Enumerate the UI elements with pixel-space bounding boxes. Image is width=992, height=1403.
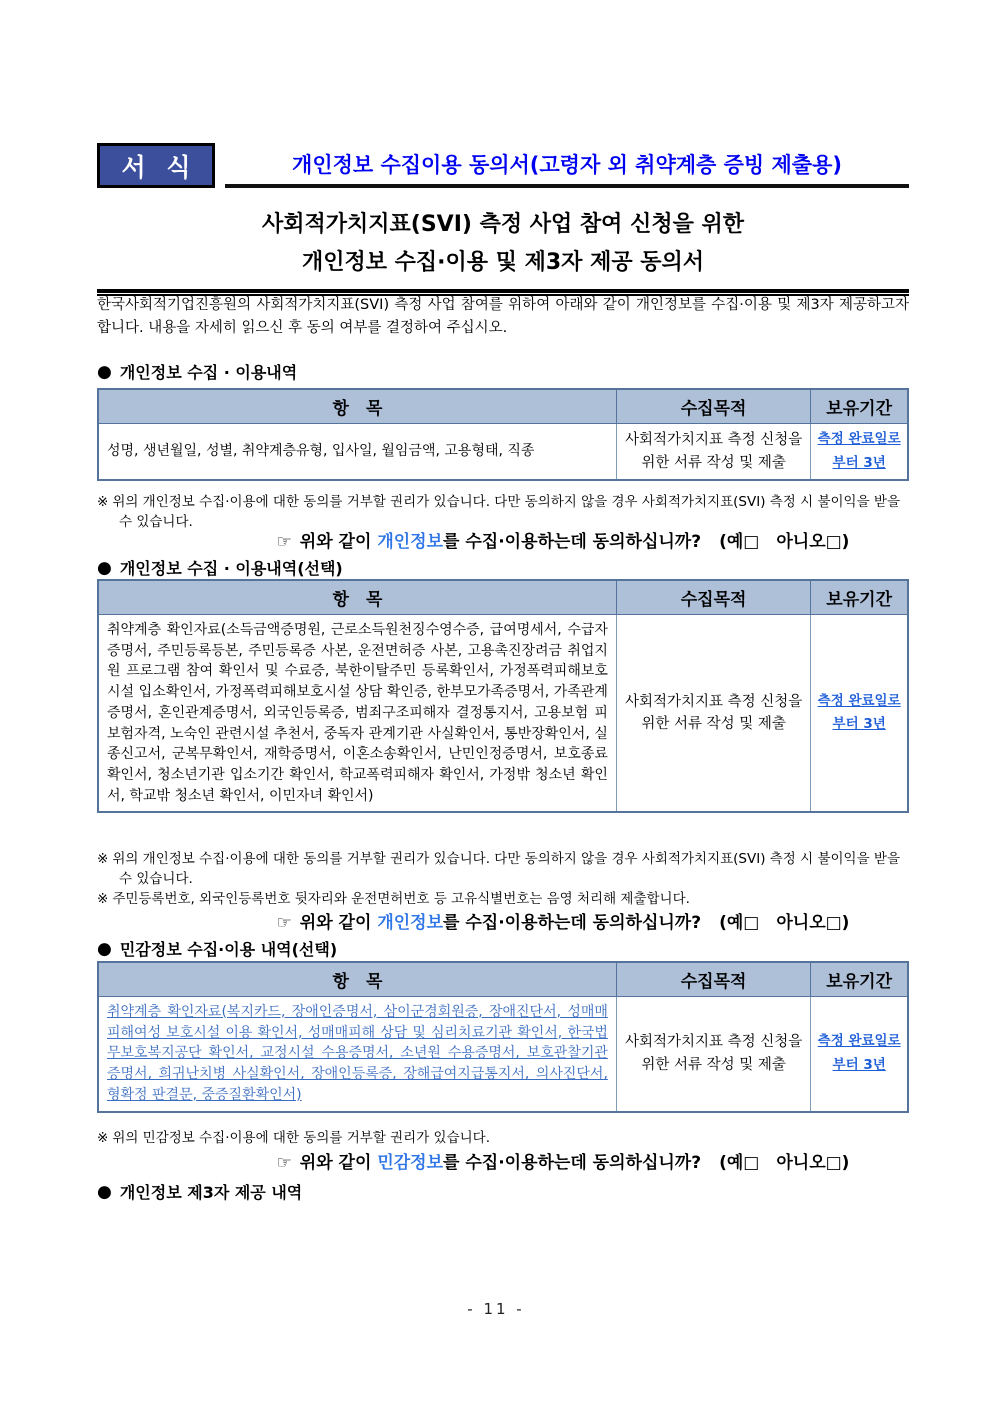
bullet-icon: ● — [97, 361, 112, 382]
col-header-purpose: 수집목적 — [616, 389, 810, 424]
form-title: 개인정보 수집이용 동의서(고령자 외 취약계층 증빙 제출용) — [225, 143, 909, 188]
item-cell: 성명, 생년월일, 성별, 취약계층유형, 입사일, 월임금액, 고용형태, 직종 — [98, 424, 616, 481]
page-number: - 11 - — [467, 1300, 525, 1318]
section3-note-text: 위의 민감정보 수집·이용에 대한 동의를 거부할 권리가 있습니다. — [112, 1130, 490, 1146]
sensitive-info-table — [97, 961, 909, 1113]
bullet-icon: ● — [97, 557, 112, 578]
col-header-retention: 보유기간 — [811, 389, 908, 424]
intro-paragraph: 한국사회적기업진흥원의 사회적가치지표(SVI) 측정 사업 참여를 위하여 아래와 같이 개인정보를 수집·이용 및 제3자 제공하고자 합니다. 내용을 자세히 읽으신 후 동의 여부를 결정하여 주십시오. — [97, 297, 909, 336]
section2-note2 — [97, 889, 909, 909]
section4-heading-label: 개인정보 제3자 제공 내역 — [119, 1183, 303, 1202]
col-header-item: 항 목 — [98, 962, 616, 997]
pointer-icon: ☞ — [276, 1153, 292, 1173]
optional-personal-info-table — [97, 579, 909, 813]
col-header-purpose: 수집목적 — [616, 962, 810, 997]
section2-consent-line — [97, 908, 909, 933]
retention-cell: 측정 완료일로부터 3년 — [811, 615, 908, 813]
col-header-retention: 보유기간 — [811, 962, 908, 997]
section2-note1 — [97, 849, 909, 890]
purpose-cell: 사회적가치지표 측정 신청을 위한 서류 작성 및 제출 — [616, 997, 810, 1112]
consent-checkboxes[interactable]: (예□ 아니오□) — [719, 913, 850, 933]
section1-heading-label: 개인정보 수집 · 이용내역 — [119, 363, 298, 382]
section3-consent-line — [97, 1148, 909, 1173]
section2-note1-text: 위의 개인정보 수집·이용에 대한 동의를 거부할 권리가 있습니다. 다만 동의하지 않을 경우 사회적가치지표(SVI) 측정 시 불이익을 받을 수 있습니다. — [112, 851, 901, 888]
section2-note2-text: 주민등록번호, 외국인등록번호 뒷자리와 운전면허번호 등 고유식별번호는 음영 처리해 제출합니다. — [112, 891, 690, 907]
col-header-item: 항 목 — [98, 389, 616, 424]
section3-note — [97, 1128, 909, 1148]
consent-checkboxes[interactable]: (예□ 아니오□) — [719, 532, 850, 552]
consent-lead: 위와 같이 — [299, 1153, 372, 1173]
consent-highlight: 민감정보 — [377, 1153, 444, 1173]
col-header-item: 항 목 — [98, 580, 616, 615]
bullet-icon: ● — [97, 938, 112, 959]
section1-consent-line — [97, 527, 909, 552]
item-cell: 취약계층 확인자료(소득금액증명원, 근로소득원천징수영수증, 급여명세서, 수급자증명서, 주민등록등본, 주민등록증 사본, 운전면허증 사본, 고용촉진장려금 취업지원 프로그램 참여 확인서 및 수료증, 북한이탈주민 등록확인서, 가정폭력피해보호시설 입소확인서, 가정폭력피해보호시설 상담 확인증, 한부모가족증명서, 가족관계증명서, 혼인관계증명서, 외국인등록증, 범죄구조피해자 결정통지서, 고용보험 피보험자격, 노숙인 관련시설 추천서, 중독자 관계기관 사실확인서, 통반장확인서, 실종신고서, 군복무확인서, 재학증명서, 이혼소송확인서, 난민인정증명서, 보호종료확인서, 청소년기관 입소기간 확인서, 학교폭력피해자 확인서, 가정밖 청소년 확인서, 학교밖 청소년 확인서, 이민자녀 확인서) — [98, 615, 616, 813]
document-title-line1: 사회적가치지표(SVI) 측정 사업 참여 신청을 위한 — [262, 212, 744, 237]
document-title-block — [97, 206, 909, 296]
section1-heading — [97, 360, 909, 383]
col-header-purpose: 수집목적 — [616, 580, 810, 615]
consent-highlight: 개인정보 — [377, 913, 444, 933]
form-label: 서 식 — [121, 152, 197, 182]
document-title-line2: 개인정보 수집·이용 및 제3자 제공 동의서 — [302, 249, 704, 275]
table-row — [98, 615, 908, 813]
section1-note-text: 위의 개인정보 수집·이용에 대한 동의를 거부할 권리가 있습니다. 다만 동의하지 않을 경우 사회적가치지표(SVI) 측정 시 불이익을 받을 수 있습니다. — [112, 494, 901, 531]
section4-heading — [97, 1180, 909, 1203]
col-header-retention: 보유기간 — [811, 580, 908, 615]
consent-highlight: 개인정보 — [377, 532, 444, 552]
section2-heading — [97, 556, 909, 579]
item-cell: 취약계층 확인자료(복지카드, 장애인증명서, 삼이군경회원증, 장애진단서, 성매매피해여성 보호시설 이용 확인서, 성매매피해 상담 및 심리치료기관 확인서, 한국법무보호복지공단 확인서, 교정시설 수용증명서, 소년원 수용증명서, 보호관찰기관 증명서, 희귀난치병 사실확인서, 장애인등록증, 장해급여지급통지서, 의사진단서, 형확정 판결문, 중증질환확인서) — [98, 997, 616, 1112]
form-label-box — [97, 143, 215, 188]
section3-heading-label: 민감정보 수집·이용 내역(선택) — [119, 940, 338, 959]
table-row — [98, 424, 908, 481]
section3-heading — [97, 937, 909, 960]
retention-cell: 측정 완료일로부터 3년 — [811, 424, 908, 481]
consent-question: 를 수집·이용하는데 동의하십니까? — [443, 532, 702, 552]
purpose-cell: 사회적가치지표 측정 신청을 위한 서류 작성 및 제출 — [616, 615, 810, 813]
bullet-icon: ● — [97, 1181, 112, 1202]
table-row — [98, 997, 908, 1112]
consent-question: 를 수집·이용하는데 동의하십니까? — [443, 913, 702, 933]
personal-info-table — [97, 388, 909, 481]
purpose-cell: 사회적가치지표 측정 신청을 위한 서류 작성 및 제출 — [616, 424, 810, 481]
consent-lead: 위와 같이 — [299, 913, 372, 933]
consent-checkboxes[interactable]: (예□ 아니오□) — [719, 1153, 850, 1173]
section3-table-wrap — [97, 961, 909, 1113]
section2-heading-label: 개인정보 수집 · 이용내역(선택) — [119, 559, 343, 578]
pointer-icon: ☞ — [276, 913, 292, 933]
consent-lead: 위와 같이 — [299, 532, 372, 552]
section1-table-wrap — [97, 388, 909, 481]
form-header — [97, 143, 909, 188]
note-icon: ※ — [97, 1130, 109, 1146]
note-icon: ※ — [97, 891, 109, 907]
note-icon: ※ — [97, 494, 109, 510]
consent-question: 를 수집·이용하는데 동의하십니까? — [443, 1153, 702, 1173]
note-icon: ※ — [97, 851, 109, 867]
section2-table-wrap — [97, 579, 909, 813]
pointer-icon: ☞ — [276, 532, 292, 552]
retention-cell: 측정 완료일로부터 3년 — [811, 997, 908, 1112]
